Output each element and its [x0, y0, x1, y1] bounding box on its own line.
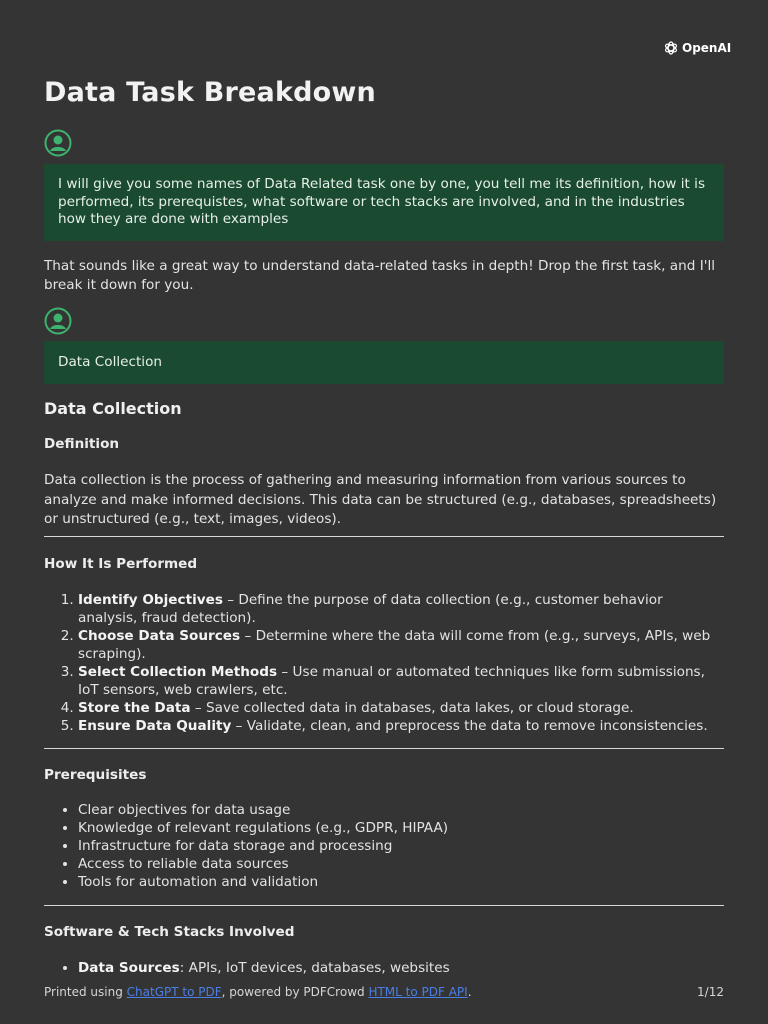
- list-item: [78, 959, 724, 977]
- user-icon: [44, 307, 72, 335]
- answer-heading: Data Collection: [44, 399, 182, 418]
- openai-icon: [663, 40, 679, 56]
- list-item: [78, 717, 724, 735]
- brand-name: OpenAI: [682, 41, 732, 55]
- prerequisites-list: [44, 801, 724, 891]
- list-item: • Infrastructure for data storage and processing: [78, 837, 724, 855]
- assistant-reply: That sounds like a great way to understand data-related tasks in depth! Drop the first task, and I'll break it down for you.: [44, 258, 715, 293]
- list-item: [78, 663, 724, 699]
- footer: [44, 985, 724, 999]
- footer-text: , powered by PDFCrowd: [221, 985, 369, 999]
- list-item: • Knowledge of relevant regulations (e.g., GDPR, HIPAA): [78, 819, 724, 837]
- steps-list: [44, 591, 724, 735]
- step-desc: – Use manual or automated techniques like form submissions, IoT sensors, web crawlers, etc.: [78, 664, 705, 698]
- definition-heading: Definition: [44, 436, 120, 452]
- software-heading: Software & Tech Stacks Involved: [44, 924, 295, 940]
- user-message: Data Collection: [44, 341, 724, 384]
- step-desc: – Validate, clean, and preprocess the data to remove inconsistencies.: [231, 718, 708, 734]
- divider: [44, 905, 724, 906]
- user-message: I will give you some names of Data Related task one by one, you tell me its definition, how it is performed, its prerequistes, what software or tech stacks are involved, and in the industries how they are done with examples: [44, 164, 724, 241]
- list-item: • Access to reliable data sources: [78, 855, 724, 873]
- step-desc: – Determine where the data will come from (e.g., surveys, APIs, web scraping).: [78, 628, 711, 662]
- definition-text: Data collection is the process of gathering and measuring information from various sources to analyze and make informed decisions. This data can be structured (e.g., databases, spreadsheets) or unstructured (e.g., text, images, videos).: [44, 472, 717, 527]
- step-term: Ensure Data Quality: [78, 718, 232, 734]
- divider: [44, 536, 724, 537]
- user-icon: [44, 129, 72, 157]
- step-term: Store the Data: [78, 700, 191, 716]
- list-item: [78, 591, 724, 627]
- list-item: • Clear objectives for data usage: [78, 801, 724, 819]
- user-avatar: [44, 129, 72, 157]
- software-desc: : APIs, IoT devices, databases, websites: [179, 960, 450, 976]
- user-avatar: [44, 307, 72, 335]
- list-item: [78, 699, 724, 717]
- list-item: • Tools for automation and validation: [78, 873, 724, 891]
- openai-logo: [663, 40, 731, 56]
- chatgpt-to-pdf-link[interactable]: ChatGPT to PDF: [126, 985, 222, 999]
- step-desc: – Define the purpose of data collection (e.g., customer behavior analysis, fraud detection).: [78, 592, 663, 626]
- step-term: Identify Objectives: [78, 592, 223, 608]
- software-list: [44, 959, 724, 977]
- footer-text: Printed using: [44, 985, 127, 999]
- prerequisites-heading: Prerequisites: [44, 767, 147, 783]
- step-desc: – Save collected data in databases, data lakes, or cloud storage.: [190, 700, 634, 716]
- page-number: 1/12: [697, 985, 724, 999]
- html-to-pdf-link[interactable]: HTML to PDF API: [368, 985, 468, 999]
- step-term: Choose Data Sources: [78, 628, 241, 644]
- divider: [44, 748, 724, 749]
- footer-text: .: [467, 985, 472, 999]
- page-title: Data Task Breakdown: [44, 77, 376, 108]
- step-term: Select Collection Methods: [78, 664, 278, 680]
- software-term: Data Sources: [78, 960, 180, 976]
- how-heading: How It Is Performed: [44, 556, 198, 572]
- list-item: [78, 627, 724, 663]
